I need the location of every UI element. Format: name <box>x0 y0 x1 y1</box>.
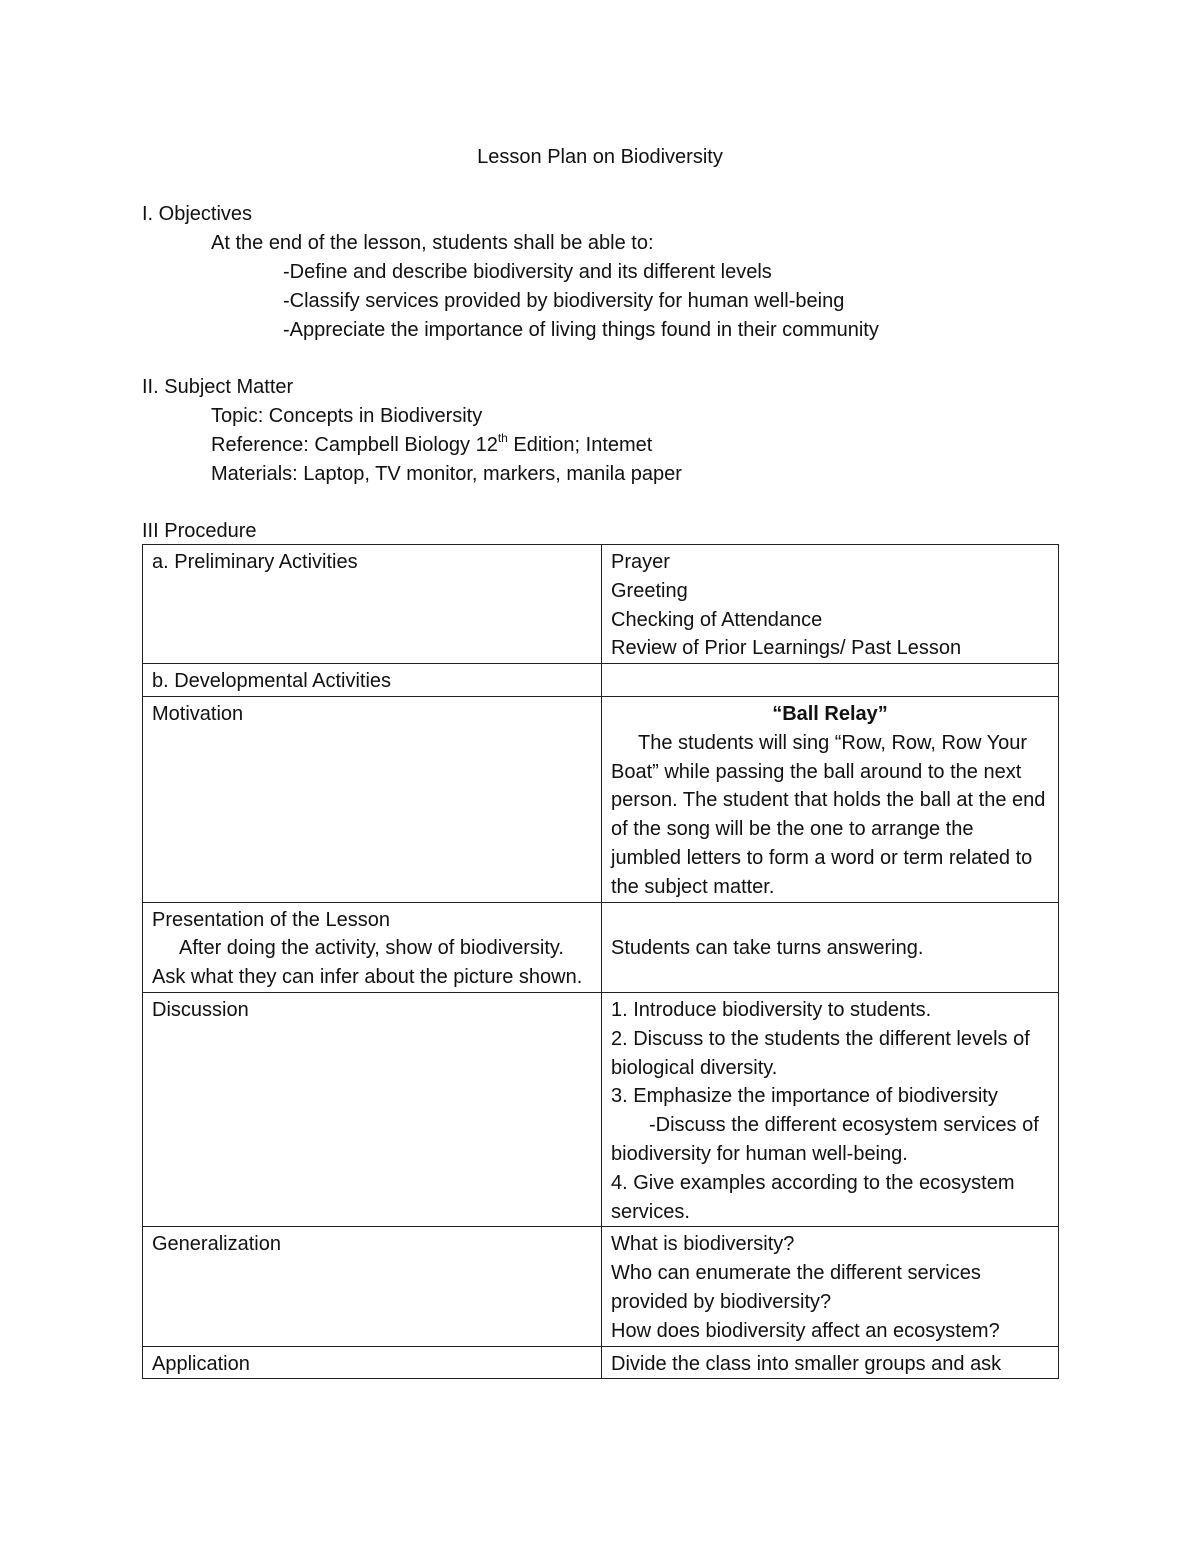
generalization-question: Who can enumerate the different services provided by biodiversity? <box>611 1262 981 1313</box>
preliminary-item: Review of Prior Learnings/ Past Lesson <box>611 637 962 660</box>
objective-item: -Appreciate the importance of living things found in their community <box>283 319 879 341</box>
discussion-item: 1. Introduce biodiversity to students. <box>611 998 932 1021</box>
subject-materials: Materials: Laptop, TV monitor, markers, manila paper <box>211 463 682 485</box>
row-label-generalization: Generalization <box>143 1227 602 1346</box>
preliminary-activities-cell <box>602 545 1059 664</box>
discussion-item: 4. Give examples according to the ecosystem services. <box>611 1171 1015 1223</box>
table-row <box>143 696 1059 902</box>
table-row <box>143 1346 1059 1379</box>
presentation-cell <box>143 902 602 992</box>
preliminary-item: Prayer <box>611 551 670 573</box>
presentation-response: Students can take turns answering. <box>611 937 924 960</box>
objective-item: -Classify services provided by biodiversity for human well-being <box>283 290 845 312</box>
generalization-question: How does biodiversity affect an ecosystem? <box>611 1319 1000 1342</box>
application-text: Divide the class into smaller groups and ask <box>602 1346 1059 1379</box>
discussion-subitem: -Discuss the different ecosystem services of biodiversity for human well-being. <box>611 1114 1039 1165</box>
row-label-discussion: Discussion <box>143 992 602 1226</box>
discussion-item: 2. Discuss to the students the different levels of biological diversity. <box>611 1027 1030 1079</box>
document-title: Lesson Plan on Biodiversity <box>477 146 723 168</box>
row-label-application: Application <box>143 1346 602 1379</box>
reference-prefix: Reference: Campbell Biology 12 <box>211 434 498 456</box>
table-row <box>143 545 1059 664</box>
row-label-developmental: b. Developmental Activities <box>143 664 602 697</box>
generalization-question: What is biodiversity? <box>611 1233 795 1256</box>
motivation-text: The students will sing “Row, Row, Row Your Boat” while passing the ball around to the next person. The student that holds the ball at the end of the song will be the one to arrange the jumbled letters to form a word or term related to the subject matter. <box>611 731 1046 898</box>
discussion-item: 3. Emphasize the importance of biodiversity <box>611 1085 998 1108</box>
subject-matter-heading: II. Subject Matter <box>142 376 294 398</box>
generalization-cell <box>602 1227 1059 1346</box>
row-label-motivation: Motivation <box>143 696 602 902</box>
preliminary-item: Checking of Attendance <box>611 608 823 631</box>
preliminary-item: Greeting <box>611 579 688 602</box>
procedure-heading: III Procedure <box>142 520 257 542</box>
presentation-response-cell <box>602 902 1059 992</box>
subject-reference <box>211 431 652 459</box>
objectives-heading: I. Objectives <box>142 203 253 225</box>
table-row <box>143 902 1059 992</box>
discussion-cell <box>602 992 1059 1226</box>
motivation-title: “Ball Relay” <box>772 702 888 725</box>
reference-superscript: th <box>497 431 508 445</box>
reference-suffix: Edition; Intemet <box>507 434 653 456</box>
motivation-cell <box>602 696 1059 902</box>
subject-topic: Topic: Concepts in Biodiversity <box>211 405 483 427</box>
presentation-text: After doing the activity, show of biodiversity. Ask what they can infer about the picture shown. <box>152 937 583 989</box>
row-label-presentation: Presentation of the Lesson <box>152 908 390 931</box>
table-row <box>143 992 1059 1226</box>
developmental-empty-cell <box>602 664 1059 697</box>
row-label-preliminary: a. Preliminary Activities <box>143 545 602 664</box>
table-row <box>143 1227 1059 1346</box>
objective-item: -Define and describe biodiversity and its different levels <box>283 261 772 283</box>
table-row <box>143 664 1059 697</box>
objectives-intro: At the end of the lesson, students shall be able to: <box>211 232 654 254</box>
procedure-table <box>142 544 1059 1379</box>
